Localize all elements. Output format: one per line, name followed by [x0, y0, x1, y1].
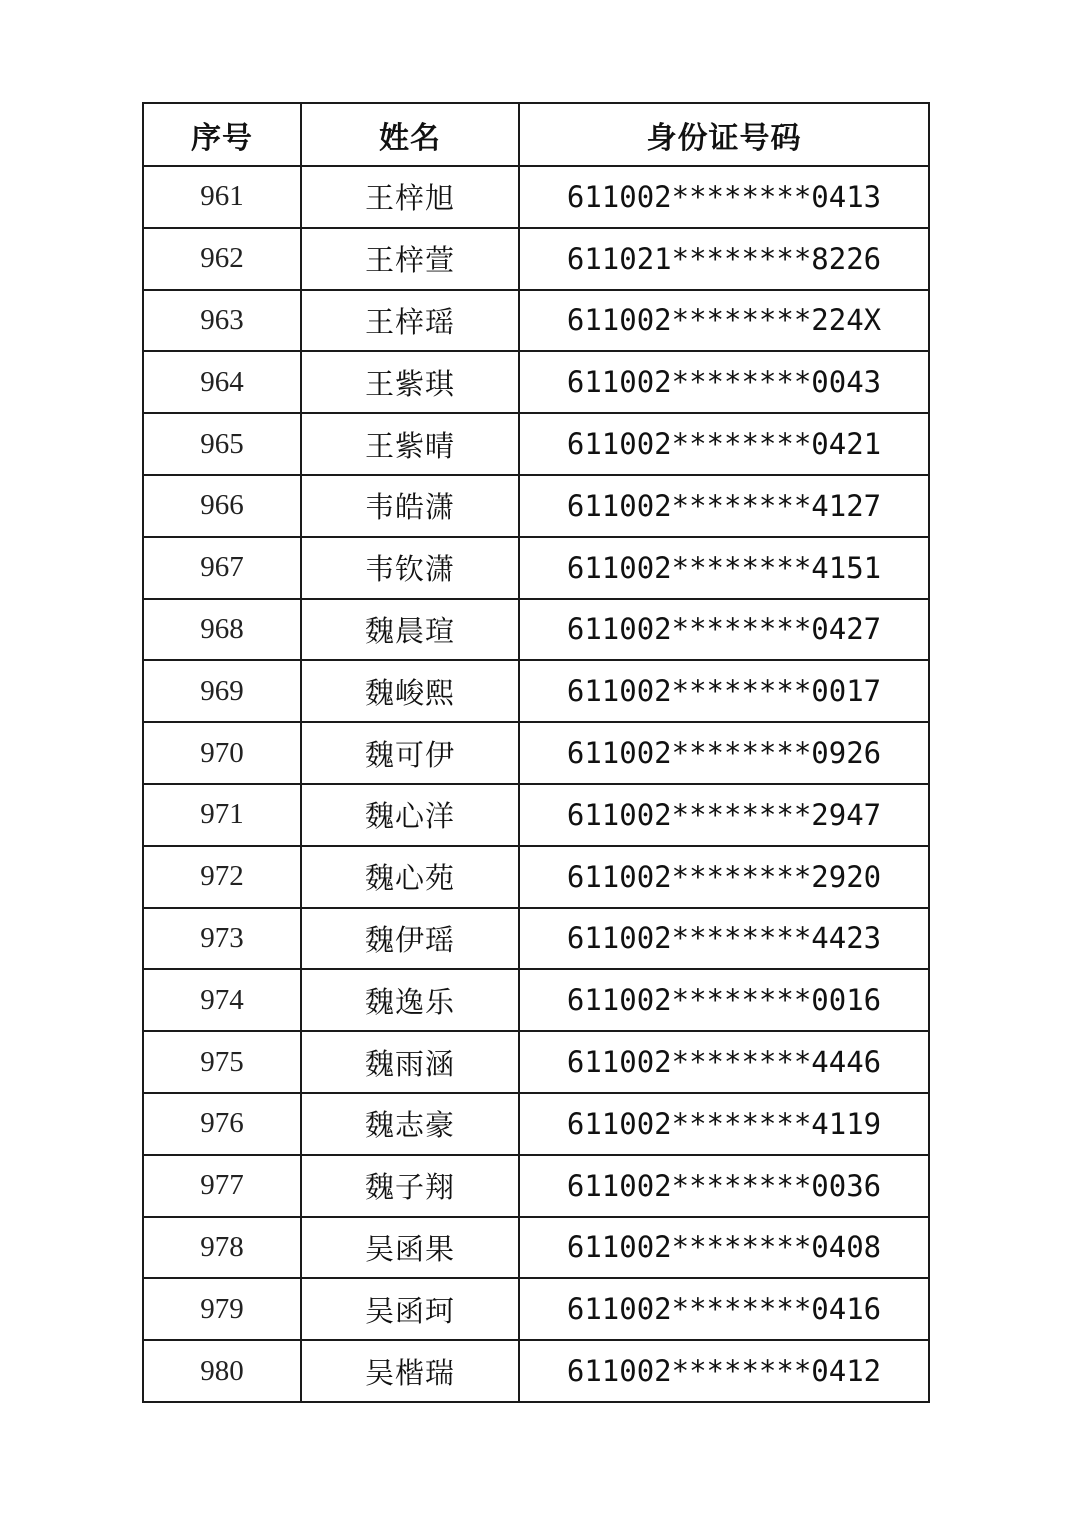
row-index-cell: 975 — [143, 1031, 301, 1093]
table-row — [143, 351, 929, 413]
row-name-cell: 魏心洋 — [301, 784, 519, 846]
row-id-number-cell: 611002********0408 — [519, 1217, 929, 1279]
table-row — [143, 660, 929, 722]
table-row — [143, 1031, 929, 1093]
table-row — [143, 537, 929, 599]
table-row — [143, 475, 929, 537]
row-name-cell: 魏逸乐 — [301, 969, 519, 1031]
row-name-cell: 魏可伊 — [301, 722, 519, 784]
row-id-number-cell: 611002********0017 — [519, 660, 929, 722]
row-id-number-cell: 611002********0413 — [519, 166, 929, 228]
table-row — [143, 290, 929, 352]
row-id-number-cell: 611021********8226 — [519, 228, 929, 290]
row-id-number-cell: 611002********0036 — [519, 1155, 929, 1217]
row-name-cell: 魏伊瑶 — [301, 908, 519, 970]
row-id-number-cell: 611002********4423 — [519, 908, 929, 970]
row-id-number-cell: 611002********4151 — [519, 537, 929, 599]
row-index-cell: 964 — [143, 351, 301, 413]
row-name-cell: 魏峻熙 — [301, 660, 519, 722]
header-index: 序号 — [143, 103, 301, 166]
row-index-cell: 972 — [143, 846, 301, 908]
row-id-number-cell: 611002********0016 — [519, 969, 929, 1031]
row-name-cell: 魏雨涵 — [301, 1031, 519, 1093]
row-id-number-cell: 611002********2920 — [519, 846, 929, 908]
row-name-cell: 王紫晴 — [301, 413, 519, 475]
row-index-cell: 961 — [143, 166, 301, 228]
row-index-cell: 979 — [143, 1278, 301, 1340]
row-id-number-cell: 611002********224X — [519, 290, 929, 352]
row-name-cell: 王梓瑶 — [301, 290, 519, 352]
table-row — [143, 1093, 929, 1155]
row-id-number-cell: 611002********2947 — [519, 784, 929, 846]
row-id-number-cell: 611002********0926 — [519, 722, 929, 784]
table-row — [143, 1340, 929, 1402]
row-id-number-cell: 611002********4446 — [519, 1031, 929, 1093]
row-name-cell: 魏晨瑄 — [301, 599, 519, 661]
row-name-cell: 吴函果 — [301, 1217, 519, 1279]
row-index-cell: 963 — [143, 290, 301, 352]
roster-table — [142, 102, 930, 1403]
row-id-number-cell: 611002********0427 — [519, 599, 929, 661]
row-id-number-cell: 611002********0421 — [519, 413, 929, 475]
row-index-cell: 962 — [143, 228, 301, 290]
table-row — [143, 1155, 929, 1217]
table-row — [143, 413, 929, 475]
row-id-number-cell: 611002********0043 — [519, 351, 929, 413]
table-row — [143, 784, 929, 846]
row-id-number-cell: 611002********0412 — [519, 1340, 929, 1402]
row-index-cell: 974 — [143, 969, 301, 1031]
row-index-cell: 976 — [143, 1093, 301, 1155]
row-index-cell: 967 — [143, 537, 301, 599]
table-row — [143, 969, 929, 1031]
row-index-cell: 966 — [143, 475, 301, 537]
header-name: 姓名 — [301, 103, 519, 166]
row-index-cell: 965 — [143, 413, 301, 475]
table-row — [143, 722, 929, 784]
row-index-cell: 971 — [143, 784, 301, 846]
table-row — [143, 908, 929, 970]
table-row — [143, 1217, 929, 1279]
table-row — [143, 1278, 929, 1340]
row-name-cell: 魏心苑 — [301, 846, 519, 908]
row-id-number-cell: 611002********4127 — [519, 475, 929, 537]
row-name-cell: 吴楷瑞 — [301, 1340, 519, 1402]
table-header — [143, 103, 929, 166]
row-index-cell: 970 — [143, 722, 301, 784]
row-name-cell: 魏志豪 — [301, 1093, 519, 1155]
row-name-cell: 韦皓潇 — [301, 475, 519, 537]
row-name-cell: 韦钦潇 — [301, 537, 519, 599]
row-id-number-cell: 611002********0416 — [519, 1278, 929, 1340]
row-index-cell: 977 — [143, 1155, 301, 1217]
row-name-cell: 王紫琪 — [301, 351, 519, 413]
table-row — [143, 166, 929, 228]
table-body — [143, 166, 929, 1402]
header-id-number: 身份证号码 — [519, 103, 929, 166]
row-id-number-cell: 611002********4119 — [519, 1093, 929, 1155]
row-index-cell: 973 — [143, 908, 301, 970]
table-row — [143, 228, 929, 290]
row-name-cell: 王梓旭 — [301, 166, 519, 228]
row-name-cell: 吴函珂 — [301, 1278, 519, 1340]
table-row — [143, 846, 929, 908]
row-index-cell: 980 — [143, 1340, 301, 1402]
row-index-cell: 969 — [143, 660, 301, 722]
header-row — [143, 103, 929, 166]
row-index-cell: 978 — [143, 1217, 301, 1279]
row-index-cell: 968 — [143, 599, 301, 661]
table-row — [143, 599, 929, 661]
row-name-cell: 王梓萱 — [301, 228, 519, 290]
row-name-cell: 魏子翔 — [301, 1155, 519, 1217]
